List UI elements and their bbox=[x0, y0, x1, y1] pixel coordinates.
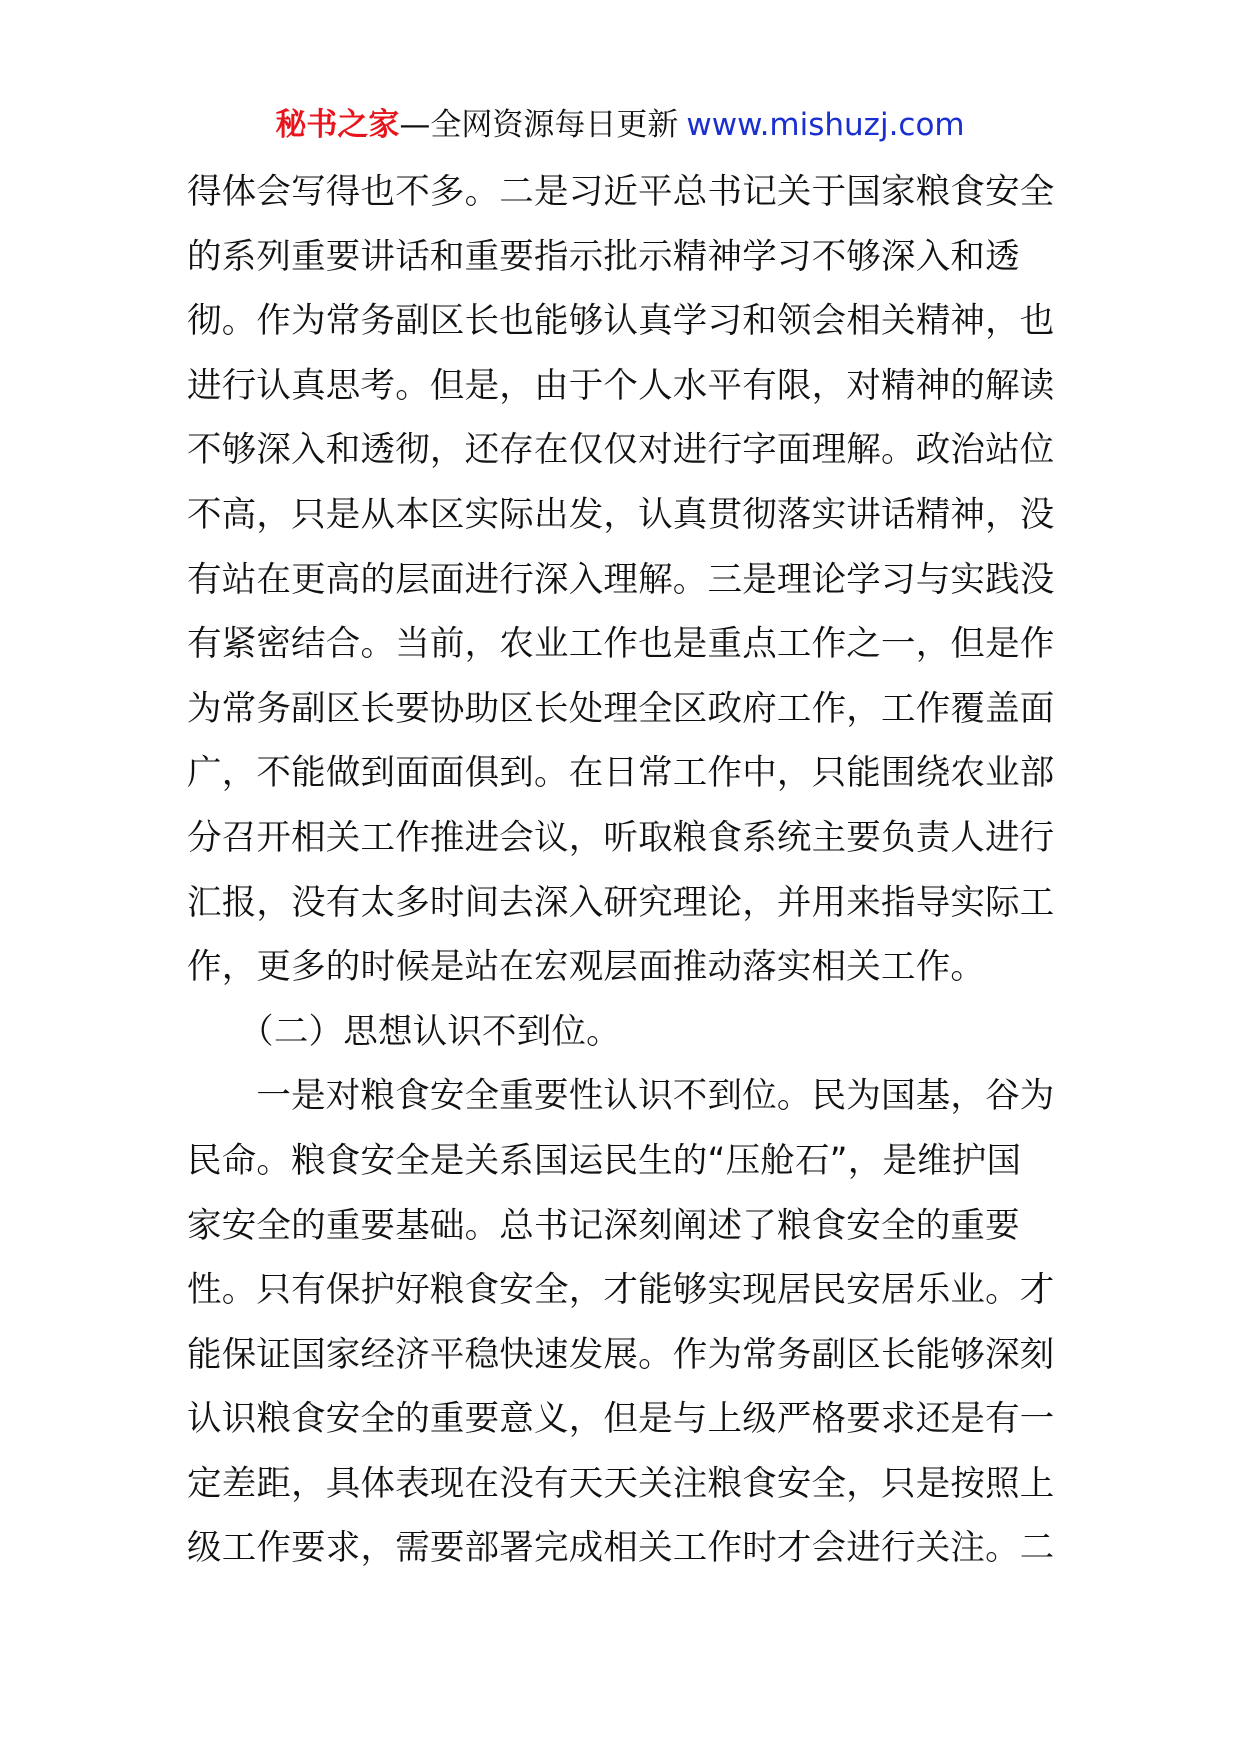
text-line: 级工作要求，需要部署完成相关工作时才会进行关注。二 bbox=[187, 1528, 1055, 1569]
text-line: 的系列重要讲话和重要指示批示精神学习不够深入和透 bbox=[187, 236, 1020, 277]
text-line: 汇报，没有太多时间去深入研究理论，并用来指导实际工 bbox=[187, 882, 1055, 923]
text-line: 不高，只是从本区实际出发，认真贯彻落实讲话精神，没 bbox=[187, 494, 1055, 535]
text-line: 定差距，具体表现在没有天天关注粮食安全，只是按照上 bbox=[187, 1463, 1055, 1504]
text-line: 有站在更高的层面进行深入理解。三是理论学习与实践没 bbox=[187, 559, 1055, 600]
site-url[interactable]: www.mishuzj.com bbox=[686, 107, 965, 143]
text-line: 民命。粮食安全是关系国运民生的“压舱石”，是维护国 bbox=[187, 1140, 1022, 1181]
text-line: 性。只有保护好粮食安全，才能够实现居民安居乐业。才 bbox=[187, 1270, 1055, 1311]
text-line: 有紧密结合。当前，农业工作也是重点工作之一，但是作 bbox=[187, 624, 1055, 665]
text-line: 一是对粮食安全重要性认识不到位。民为国基，谷为 bbox=[187, 1076, 1055, 1117]
brand-name: 秘书之家 bbox=[275, 107, 400, 143]
document-body bbox=[187, 160, 1067, 1581]
text-line: 进行认真思考。但是，由于个人水平有限，对精神的解读 bbox=[187, 365, 1055, 406]
text-line: 得体会写得也不多。二是习近平总书记关于国家粮食安全 bbox=[187, 172, 1055, 212]
header-tagline: —全网资源每日更新 bbox=[399, 107, 679, 143]
site-header bbox=[0, 100, 1240, 150]
text-line: 作，更多的时候是站在宏观层面推动落实相关工作。 bbox=[187, 947, 986, 988]
section-heading: （二）思想认识不到位。 bbox=[187, 1011, 621, 1052]
text-line: 能保证国家经济平稳快速发展。作为常务副区长能够深刻 bbox=[187, 1334, 1055, 1375]
text-line: 彻。作为常务副区长也能够认真学习和领会相关精神，也 bbox=[187, 301, 1055, 342]
text-line: 认识粮食安全的重要意义，但是与上级严格要求还是有一 bbox=[187, 1399, 1055, 1440]
text-line: 家安全的重要基础。总书记深刻阐述了粮食安全的重要 bbox=[187, 1205, 1020, 1246]
text-line: 为常务副区长要协助区长处理全区政府工作，工作覆盖面 bbox=[187, 688, 1055, 729]
text-line: 分召开相关工作推进会议，听取粮食系统主要负责人进行 bbox=[187, 817, 1055, 858]
text-line: 不够深入和透彻，还存在仅仅对进行字面理解。政治站位 bbox=[187, 430, 1055, 471]
text-line: 广，不能做到面面俱到。在日常工作中，只能围绕农业部 bbox=[187, 753, 1055, 794]
